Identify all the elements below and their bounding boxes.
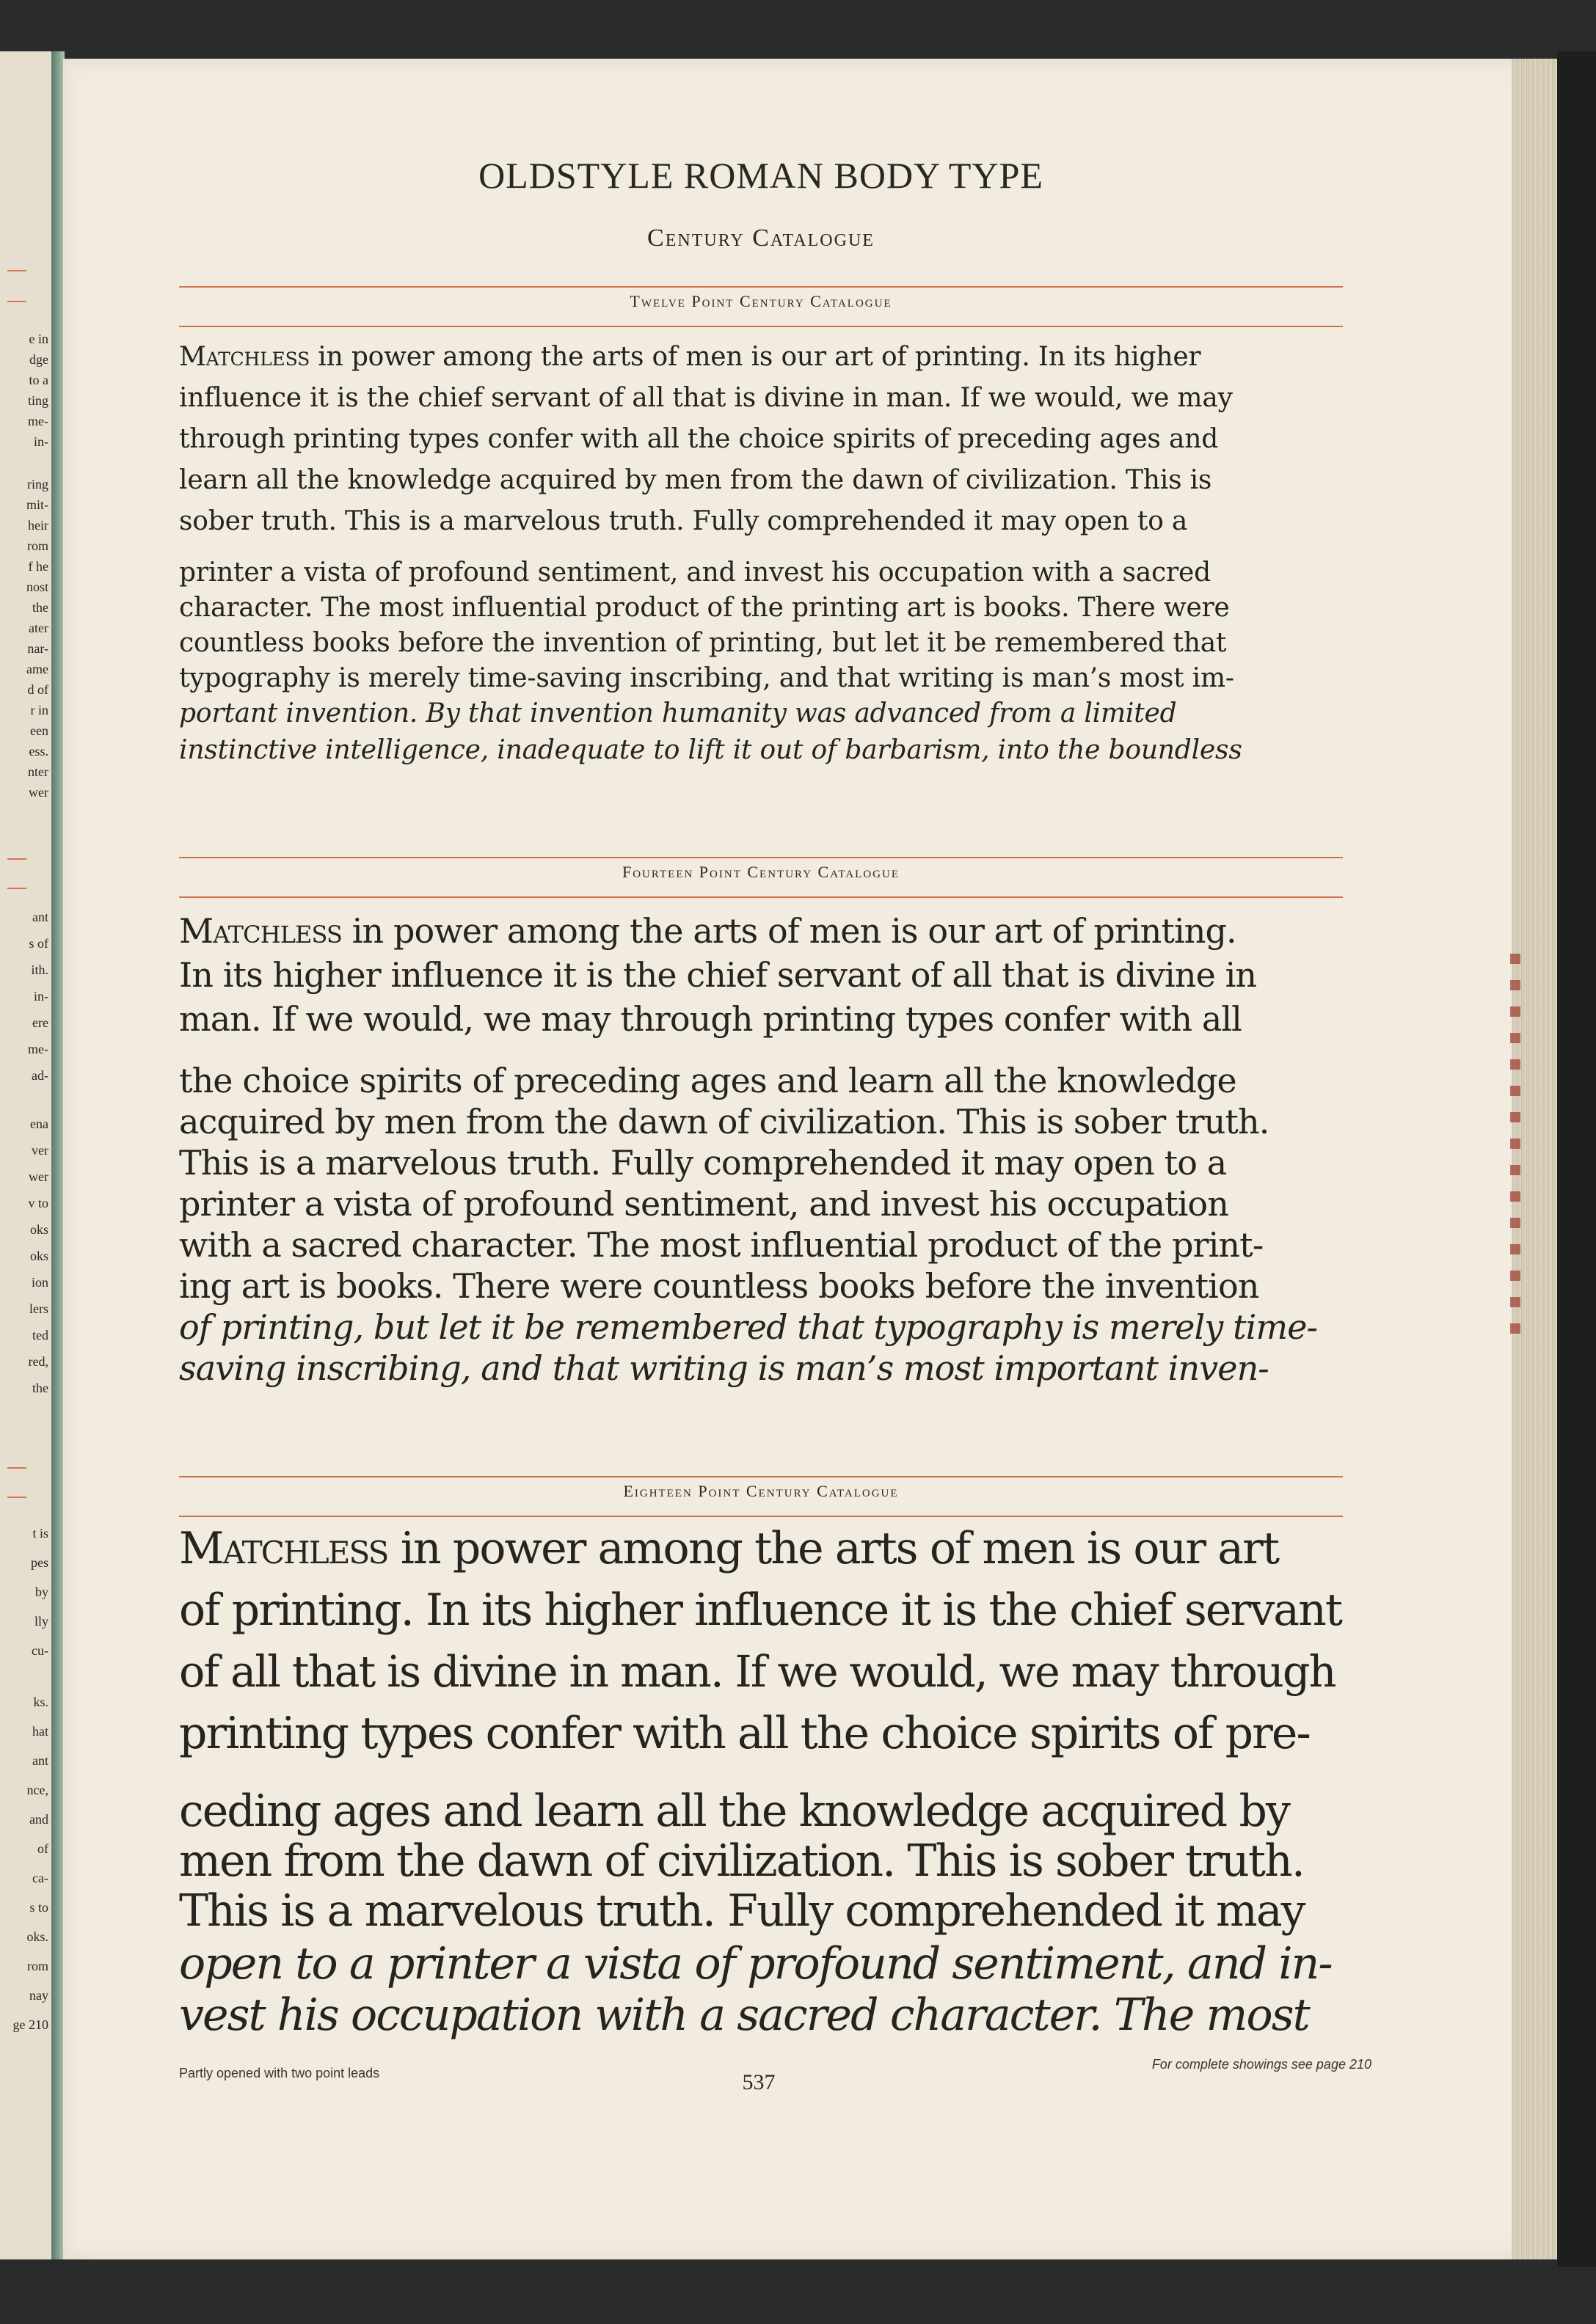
left-page-fragment: nar- <box>27 641 48 656</box>
left-page-rule <box>7 1497 26 1498</box>
left-page-fragment: nce, <box>26 1783 48 1797</box>
specimen-line: printing types confer with all the choice spirits of pre- <box>179 1708 1310 1759</box>
left-page-fragment: ion <box>31 1275 48 1290</box>
specimen-line: of printing. In its higher influence it is the chief servant <box>179 1585 1342 1636</box>
specimen-line: through printing types confer with all the choice spirits of preceding ages and <box>179 424 1219 454</box>
left-page-fragment: mit- <box>26 497 48 512</box>
page-title: OLDSTYLE ROMAN BODY TYPE <box>478 155 1043 196</box>
left-page-fragment: ring <box>27 477 48 492</box>
left-page-fragment: een <box>30 723 48 738</box>
left-page-fragment: lly <box>34 1614 48 1629</box>
left-page-rule <box>7 1467 26 1469</box>
section-label-fourteen-point: Fourteen Point Century Catalogue <box>622 863 900 881</box>
section-rule <box>179 1476 1343 1477</box>
specimen-line <box>179 1523 1343 1574</box>
left-page-fragment: nter <box>28 764 48 779</box>
page-subtitle: Century Catalogue <box>647 224 875 252</box>
specimen-line: open to a printer a vista of profound sentiment, and in- <box>179 1938 1332 1989</box>
left-page-fragment: ver <box>32 1143 48 1158</box>
specimen-line <box>179 342 1343 372</box>
left-page-fragment: ting <box>27 393 48 408</box>
left-page-fragment: rom <box>27 538 48 553</box>
specimen-line: In its higher influence it is the chief servant of all that is divine in <box>179 955 1257 995</box>
left-page-fragment: r in <box>30 703 48 717</box>
specimen-line: vest his occupation with a sacred character. The most <box>179 1989 1309 2041</box>
left-page-rule <box>7 301 26 302</box>
left-page-edge <box>0 51 53 2259</box>
section-rule <box>179 896 1343 898</box>
left-page-fragment: ame <box>26 662 48 676</box>
left-page-fragment: the <box>32 600 48 615</box>
left-page-fragment: f he <box>28 559 48 574</box>
footer-note-leads: Partly opened with two point leads <box>179 2066 380 2080</box>
specimen-line: the choice spirits of preceding ages and learn all the knowledge <box>179 1061 1236 1100</box>
specimen-line: men from the dawn of civilization. This is sober truth. <box>179 1835 1305 1887</box>
left-page-fragment: me- <box>28 414 48 428</box>
left-page-fragment: nost <box>26 580 48 594</box>
specimen-line: printer a vista of profound sentiment, and invest his occupation <box>179 1184 1228 1224</box>
left-page-fragment: ted <box>32 1328 48 1342</box>
left-page-rule <box>7 888 26 889</box>
left-page-fragment: ater <box>29 621 48 635</box>
left-page-fragment: me- <box>28 1042 48 1056</box>
left-page-fragment: cu- <box>32 1643 48 1658</box>
left-page-fragment: ca- <box>32 1871 48 1885</box>
left-page-fragment: in- <box>34 989 48 1004</box>
specimen-line: character. The most influential product of the printing art is books. There were <box>179 593 1230 623</box>
lead-word: Matchless <box>179 342 310 372</box>
specimen-line: printer a vista of profound sentiment, and invest his occupation with a sacred <box>179 558 1211 588</box>
section-rule <box>179 286 1343 288</box>
left-page-fragment: rom <box>27 1959 48 1973</box>
left-page-fragment: oks <box>29 1249 48 1263</box>
left-page-rule <box>7 270 26 271</box>
left-page-fragment: nay <box>29 1988 48 2003</box>
left-page-fragment: ks. <box>33 1695 48 1709</box>
left-page-fragment: to a <box>29 373 48 387</box>
left-page-fragment: wer <box>29 785 48 800</box>
left-page-fragment: wer <box>29 1169 48 1184</box>
lead-word: Matchless <box>179 911 342 951</box>
line-rest: in power among the arts of men is our art of printing. In its higher <box>310 342 1201 372</box>
left-page-fragment: ere <box>32 1015 48 1030</box>
left-page-fragment: hat <box>32 1724 48 1739</box>
left-page-fragment: heir <box>28 518 48 533</box>
left-page-fragment: e in <box>29 332 48 346</box>
left-page-fragment: ge 210 <box>12 2017 48 2032</box>
book-cover-edge <box>1557 51 1596 2267</box>
left-page-fragment: s to <box>29 1900 48 1915</box>
left-page-fragment: in- <box>34 434 48 449</box>
left-page-fragment: the <box>32 1381 48 1395</box>
left-page-fragment: s of <box>29 936 48 951</box>
specimen-line: man. If we would, we may through printing types confer with all <box>179 999 1242 1039</box>
section-rule <box>179 857 1343 858</box>
left-page-fragment: ith. <box>31 962 48 977</box>
specimen-line: ceding ages and learn all the knowledge acquired by <box>179 1786 1289 1837</box>
left-page-fragment: d of <box>27 682 48 697</box>
left-page-rule <box>7 858 26 860</box>
specimen-line: saving inscribing, and that writing is man’s most important inven- <box>179 1348 1269 1388</box>
specimen-line: with a sacred character. The most influential product of the print- <box>179 1225 1264 1265</box>
specimen-line: portant invention. By that invention humanity was advanced from a limited <box>179 698 1177 728</box>
specimen-line: instinctive intelligence, inadequate to lift it out of barbarism, into the boundless <box>179 735 1242 765</box>
specimen-line: learn all the knowledge acquired by men from the dawn of civilization. This is <box>179 465 1212 495</box>
specimen-line: of printing, but let it be remembered that typography is merely time- <box>179 1307 1318 1347</box>
left-page-fragment: ant <box>32 1753 48 1768</box>
left-page-fragment: ena <box>30 1117 48 1131</box>
left-page-fragment: pes <box>31 1555 48 1570</box>
specimen-line: This is a marvelous truth. Fully comprehended it may <box>179 1885 1305 1937</box>
left-page-fragment: lers <box>29 1301 48 1316</box>
left-page-fragment: and <box>29 1812 48 1827</box>
left-page-fragment: v to <box>28 1196 48 1210</box>
left-page-fragment: red, <box>28 1354 48 1369</box>
line-rest: in power among the arts of men is our art <box>387 1523 1279 1574</box>
page-number: 537 <box>742 2070 776 2094</box>
specimen-line: sober truth. This is a marvelous truth. Fully comprehended it may open to a <box>179 506 1188 536</box>
specimen-line <box>179 911 1343 951</box>
section-rule <box>179 1516 1343 1517</box>
specimen-line: typography is merely time-saving inscribing, and that writing is man’s most im- <box>179 663 1234 693</box>
specimen-line: of all that is divine in man. If we would, we may through <box>179 1646 1336 1697</box>
line-rest: in power among the arts of men is our art of printing. <box>342 911 1236 951</box>
specimen-line: acquired by men from the dawn of civilization. This is sober truth. <box>179 1102 1269 1141</box>
specimen-line: ing art is books. There were countless books before the invention <box>179 1266 1259 1306</box>
left-page-fragment: by <box>35 1585 48 1599</box>
left-page-fragment: oks <box>29 1222 48 1237</box>
left-page-fragment: ad- <box>32 1068 48 1083</box>
left-page-fragment: t is <box>32 1526 48 1541</box>
footer-note-showings: For complete showings see page 210 <box>1151 2057 1371 2072</box>
lead-word: Matchless <box>179 1523 388 1574</box>
specimen-line: influence it is the chief servant of all that is divine in man. If we would, we may <box>179 383 1233 413</box>
section-rule <box>179 326 1343 327</box>
section-label-twelve-point: Twelve Point Century Catalogue <box>630 292 892 310</box>
specimen-line: This is a marvelous truth. Fully comprehended it may open to a <box>179 1143 1227 1183</box>
left-page-fragment: oks. <box>26 1929 48 1944</box>
left-page-fragment: dge <box>29 352 48 367</box>
specimen-line: countless books before the invention of printing, but let it be remembered that <box>179 628 1227 658</box>
section-label-eighteen-point: Eighteen Point Century Catalogue <box>623 1482 899 1500</box>
spine-marks <box>1510 954 1520 1335</box>
left-page-fragment: ant <box>32 910 48 924</box>
left-page-fragment: of <box>37 1841 48 1856</box>
left-page-fragment: ess. <box>29 744 48 759</box>
